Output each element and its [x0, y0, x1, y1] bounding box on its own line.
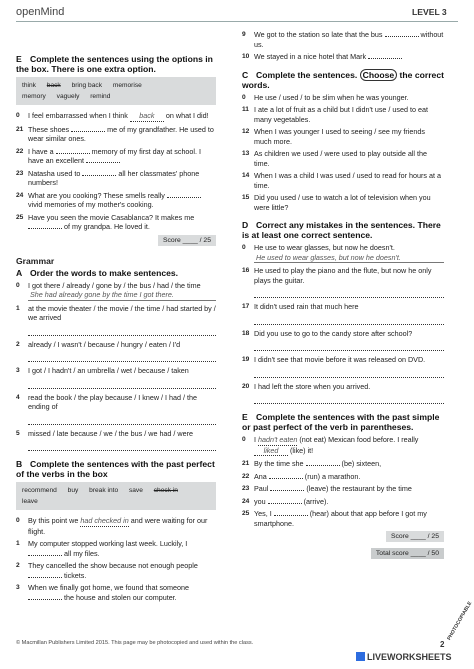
a-item-1: 1 at the movie theater / the movie / the time / had started by / we arrived — [16, 303, 216, 322]
brand-logo: openMind — [16, 6, 65, 18]
answer-line[interactable]: He used to wear glasses, but now he doesn't. — [254, 253, 444, 264]
answer-line[interactable] — [28, 441, 216, 451]
a-item-2: 2 already / I wasn't / because / hungry / eaten / I'd — [16, 339, 181, 349]
section-e2-heading: E Complete the sentences with the past simple or past perfect of the verb in parentheses. — [242, 412, 440, 432]
b-item-3: 3 When we finally got home, we found that someone the house and stolen our computer. — [16, 583, 190, 602]
d-item-17: 17 It didn't used rain that much here — [242, 302, 359, 311]
section-b-heading: B Complete the sentences with the past perfect of the verbs in the box — [16, 459, 215, 479]
answer-line[interactable]: She had already gone by the time I got there. — [28, 290, 216, 301]
a-item-4: 4 read the book / the play because / I knew / I had / the ending of — [16, 392, 198, 411]
b-item-2: 2 They cancelled the show because not enough people tickets. — [16, 561, 198, 580]
answer-blank[interactable] — [368, 58, 402, 59]
e2-item-0: 0 I hadn't eaten (not eat) Mexican food before. I really liked (like) it! — [242, 435, 419, 455]
e2-item-24: 24 you (arrive). — [242, 496, 329, 506]
a-item-0: 0 I got there / already / gone by / the bus / had / the time She had already gone by the time I got there. — [16, 281, 216, 301]
section-a-heading: A Order the words to make sentences. — [16, 267, 179, 278]
a-item-5: 5 missed / late because / we / the bus / we had / were — [16, 428, 194, 438]
answer-line[interactable] — [254, 341, 444, 351]
answer-blank[interactable]: back — [130, 111, 164, 122]
d-item-18: 18 Did you use to go to the candy store after school? — [242, 328, 413, 338]
word-option: save — [128, 487, 143, 494]
section-c-heading: C Complete the sentences. Choose the correct words. — [242, 69, 444, 90]
word-option: buy — [67, 487, 79, 494]
d-item-20: 20 I had left the store when you arrived. — [242, 381, 371, 391]
word-option: bring back — [71, 82, 102, 89]
answer-line[interactable] — [254, 288, 444, 298]
e1-item-0: 0 I feel embarrassed when I think back on what I did! — [16, 111, 209, 120]
answer-blank[interactable]: liked — [254, 446, 288, 457]
answer-line[interactable] — [28, 352, 216, 362]
answer-blank[interactable] — [385, 36, 419, 37]
answer-blank[interactable] — [86, 162, 120, 163]
answer-blank[interactable] — [167, 197, 201, 198]
answer-line[interactable] — [254, 368, 444, 378]
liveworksheets-logo[interactable]: LIVEWORKSHEETS — [356, 652, 452, 662]
level-label: LEVEL 3 — [412, 7, 447, 17]
answer-blank[interactable] — [269, 478, 303, 479]
page-number: 2 — [440, 640, 445, 649]
answer-blank[interactable] — [71, 131, 105, 132]
answer-blank[interactable] — [28, 577, 62, 578]
word-box-e1 — [16, 77, 216, 105]
e1-item-25: 25 Have you seen the movie Casablanca? It makes me of my grandpa. He loved it. — [16, 212, 195, 231]
c-item-0: 0 He use / used / to be slim when he was younger. — [242, 92, 409, 102]
section-d-heading: D Correct any mistakes in the sentences. There is at least one correct sentence. — [242, 220, 441, 240]
e1-item-24: 24 What are you cooking? These smells really vivid memories of my mother's cooking. — [16, 191, 216, 210]
e2-item-23: 23 Paul (leave) the restaurant by the time — [242, 484, 412, 493]
answer-blank[interactable] — [268, 503, 302, 504]
header-divider — [16, 21, 458, 22]
e1-item-23: 23 Natasha used to all her classmates' phone numbers! — [16, 168, 200, 187]
a-item-3: 3 I got / I hadn't / an umbrella / wet / because / taken — [16, 366, 189, 375]
word-option: memory — [22, 93, 46, 100]
answer-blank[interactable] — [270, 490, 304, 491]
copyright-footer: © Macmillan Publishers Limited 2015. This page may be photocopied and used within the class. — [16, 640, 254, 646]
e1-item-22: 22 I have a memory of my first day at school. I have an excellent — [16, 146, 202, 165]
e2-item-25: 25 Yes, I (hear) about that app before I got my smartphone. — [242, 509, 427, 528]
c-item-15[interactable]: 15 Did you used / use to watch a lot of television when you were little? — [242, 193, 431, 212]
c-item-13[interactable]: 13 As children we used / were used to play outside all the time. — [242, 149, 427, 168]
left-column — [16, 54, 216, 605]
answer-blank[interactable] — [28, 599, 62, 600]
right-column — [242, 30, 444, 559]
liveworksheets-icon — [356, 652, 365, 661]
c-item-11[interactable]: 11 I ate a lot of fruit as a child but I didn't use / used to eat many vegetables. — [242, 105, 428, 124]
answer-line[interactable] — [28, 415, 216, 425]
r-item-10: 10 We stayed in a nice hotel that Mark — [242, 52, 444, 62]
score-box-e2: Score ____ / 25 — [386, 531, 444, 542]
answer-blank[interactable] — [28, 228, 62, 229]
word-option: leave — [22, 498, 38, 505]
word-option: remind — [90, 93, 111, 100]
answer-blank[interactable]: hadn't eaten — [258, 435, 298, 444]
answer-blank[interactable]: had checked in — [80, 516, 129, 525]
b-item-1: 1 My computer stopped working last week. Luckily, I all my files. — [16, 539, 188, 558]
answer-line[interactable] — [28, 326, 216, 336]
word-option: think — [22, 82, 36, 89]
answer-line[interactable] — [28, 379, 216, 389]
word-box-b — [16, 482, 216, 510]
word-option-used: check in — [153, 487, 178, 494]
r-item-9: 9 We got to the station so late that the bus without us. — [242, 30, 444, 49]
photocopiable-stamp: PHOTOCOPIABLE — [446, 600, 474, 642]
word-option: recommend — [22, 487, 57, 494]
e1-item-21: 21 These shoes me of my grandfather. He used to wear similar ones. — [16, 124, 214, 143]
answer-blank[interactable] — [274, 515, 308, 516]
answer-line[interactable] — [254, 315, 444, 325]
word-option-used: back — [46, 82, 61, 89]
total-score-box: Total score ____ / 50 — [371, 548, 444, 559]
b-item-0: 0 By this point we had checked in and were waiting for our flight. — [16, 516, 208, 536]
c-item-12[interactable]: 12 When I was younger I used to seeing / see my friends much more. — [242, 127, 425, 146]
c-item-14[interactable]: 14 When I was a child I was used / used to read for hours at a time. — [242, 171, 441, 190]
word-option: break into — [89, 487, 119, 494]
d-item-16: 16 He used to play the piano and the flute, but now he only plays the guitar. — [242, 266, 432, 285]
answer-blank[interactable] — [82, 175, 116, 176]
word-option: memorise — [112, 82, 142, 89]
answer-blank[interactable] — [28, 555, 62, 556]
section-e1-heading: E Complete the sentences using the options in the box. There is one extra option. — [16, 54, 213, 74]
word-option: vaguely — [56, 93, 80, 100]
e2-item-21: 21 By the time she (be) sixteen, — [242, 459, 382, 468]
d-item-0: 0 He use to wear glasses, but now he doesn't. He used to wear glasses, but now he doesn't. — [242, 243, 444, 263]
d-item-19: 19 I didn't see that movie before it was released on DVD. — [242, 355, 426, 364]
answer-blank[interactable] — [306, 465, 340, 466]
score-box-e1: Score ____ / 25 — [158, 235, 216, 246]
grammar-heading: Grammar — [16, 255, 55, 266]
answer-blank[interactable] — [56, 153, 90, 154]
answer-line[interactable] — [254, 394, 444, 404]
e2-item-22: 22 Ana (run) a marathon. — [242, 471, 361, 481]
